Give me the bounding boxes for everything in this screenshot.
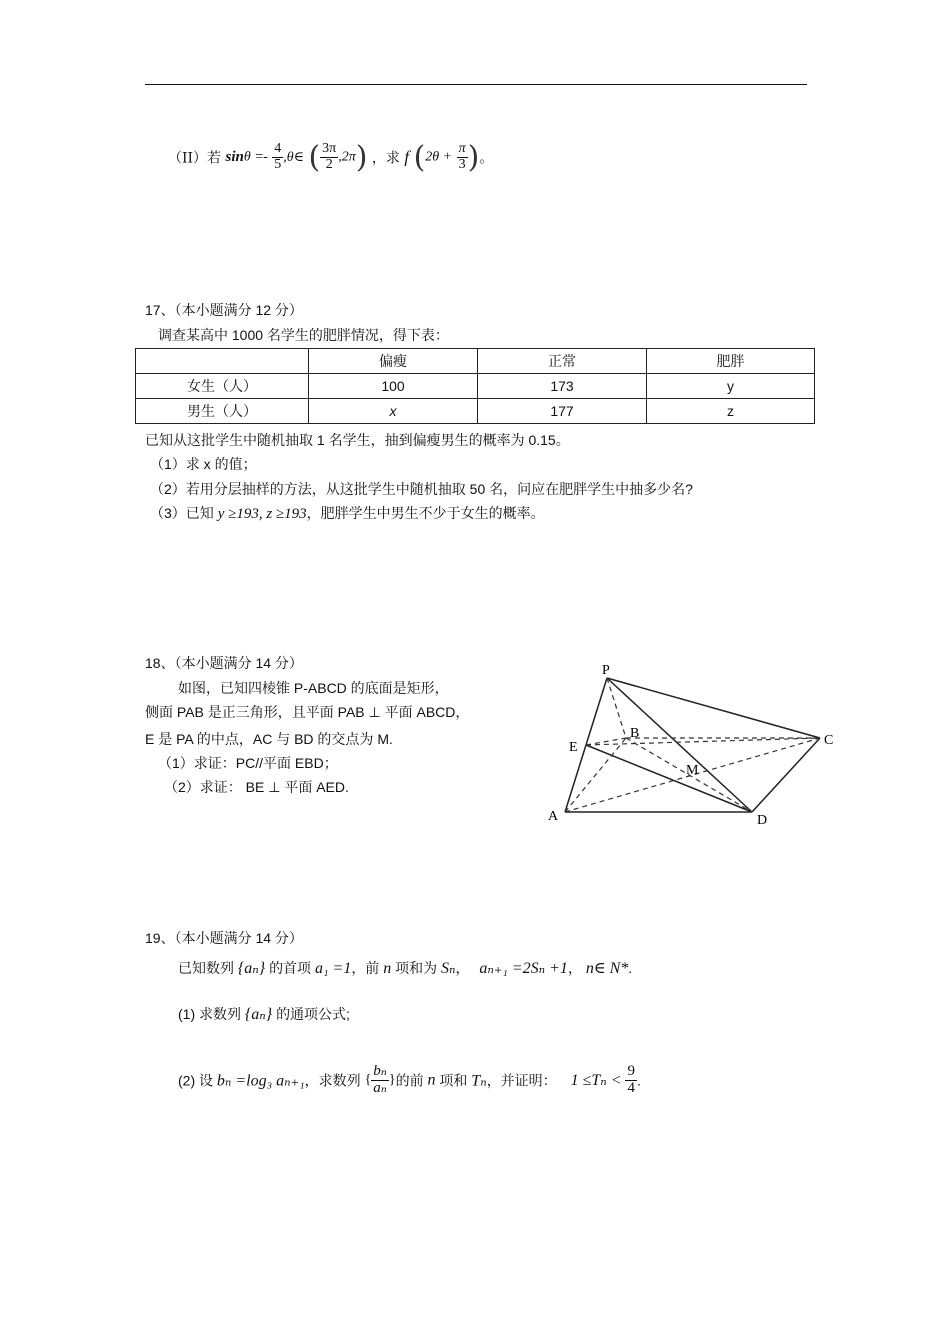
q19-line1 <box>178 958 632 978</box>
label-C: C <box>824 733 834 748</box>
n-symbol: n <box>383 960 392 977</box>
q18-line3: E 是 PA 的中点，AC 与 BD 的交点为 M. <box>145 731 393 747</box>
bn-definition: bₙ =log₃ aₙ₊₁ <box>216 1072 305 1090</box>
q18-line1: 如图，已知四棱锥 P-ABCD 的底面是矩形， <box>178 680 449 696</box>
fraction-3pi-2: $\frac{3\pi}{2}$ <box>322 141 337 172</box>
q18-line2: 侧面 PAB 是正三角形，且平面 PAB ⊥ 平面 ABCD， <box>145 704 470 720</box>
table-cell: 177 <box>478 399 647 424</box>
q17-part3-prefix: （3）已知 <box>150 505 214 521</box>
two-pi: ,2π <box>338 149 356 165</box>
sin-label: sin <box>225 149 244 165</box>
label-M: M <box>686 763 699 778</box>
q18-part2: （2）求证： BE ⊥ 平面 AED. <box>164 779 349 795</box>
label-P: P <box>602 663 610 678</box>
pyramid-figure <box>535 655 855 835</box>
q17-part3-math: y ≥193, z ≥193 <box>217 506 307 522</box>
segment-EC-hidden <box>586 738 820 745</box>
label-B: B <box>630 726 640 741</box>
table-header-cell <box>136 349 309 374</box>
q17-part1: （1）求 x 的值； <box>150 456 257 472</box>
obesity-table <box>135 348 815 424</box>
left-brace: { <box>364 1072 372 1088</box>
q19-text: ，求数列 <box>304 1072 361 1089</box>
table-cell: y <box>647 374 815 399</box>
q19-text: 已知数列 <box>178 960 234 976</box>
q16-end: 。 <box>479 150 494 167</box>
table-cell: 173 <box>478 374 647 399</box>
q19-header: 19、（本小题满分 14 分） <box>145 930 303 946</box>
s-n: Sₙ <box>440 960 456 977</box>
q19-text: (2) 设 <box>178 1072 213 1089</box>
q19-text: (1) 求数列 <box>178 1006 241 1022</box>
n-symbol-2: n <box>427 1071 436 1089</box>
q16-part2 <box>168 140 493 175</box>
edge-DC <box>752 738 820 812</box>
label-D: D <box>757 813 768 828</box>
two-theta-plus: 2θ + <box>425 149 453 165</box>
sequence-a-n: {aₙ} <box>237 960 266 977</box>
table-cell: z <box>647 399 815 424</box>
q18-part1: （1）求证：PC//平面 EBD； <box>158 755 338 771</box>
table-cell: 100 <box>309 374 478 399</box>
q19-text: . <box>628 960 633 976</box>
q17-given: 已知从这批学生中随机抽取 1 名学生，抽到偏瘦男生的概率为 0.15。 <box>145 432 570 448</box>
table-cell: 男生（人） <box>136 399 309 424</box>
q19-text: ，并证明： <box>486 1072 557 1089</box>
f-label: f <box>404 147 410 167</box>
q18-header: 18、（本小题满分 14 分） <box>145 655 303 671</box>
q19-text: . <box>636 1072 641 1089</box>
q17-header: 17、（本小题满分 12 分） <box>145 302 303 318</box>
q19-text: 的首项 <box>269 960 312 976</box>
q19-text: ， <box>455 960 470 976</box>
q19-text: ，前 <box>351 960 380 976</box>
theta-symbol: θ <box>243 149 251 165</box>
table-row <box>136 374 815 399</box>
table-header-cell: 肥胖 <box>647 349 815 374</box>
q19-text: 的前 <box>395 1072 424 1089</box>
q16-prefix: （II）若 <box>168 150 222 167</box>
left-paren-2: ( <box>413 140 426 175</box>
table-header-row <box>136 349 815 374</box>
segment-ED <box>586 745 752 812</box>
sequence-a-n-2: {aₙ} <box>244 1006 273 1023</box>
q19-part2 <box>178 1064 641 1097</box>
recurrence: aₙ₊₁ =2Sₙ +1 <box>479 960 568 977</box>
header-rule <box>145 84 807 85</box>
table-row <box>136 399 815 424</box>
q19-text: 的通项公式; <box>276 1006 350 1022</box>
label-A: A <box>548 809 559 824</box>
t-n: Tₙ <box>471 1072 487 1090</box>
table-cell: 女生（人） <box>136 374 309 399</box>
table-cell: x <box>309 399 478 424</box>
fraction-bn-an: $\frac{\text{bₙ}}{\text{aₙ}}$ <box>373 1063 387 1096</box>
q17-part2: （2）若用分层抽样的方法，从这批学生中随机抽取 50 名，问应在肥胖学生中抽多少名? <box>150 481 693 497</box>
fraction-pi-3: $\frac{\pi}{3}$ <box>458 141 466 172</box>
fraction-4-5: $\frac{4}{5}$ <box>274 141 282 172</box>
label-E: E <box>569 740 578 755</box>
theta-in: ,θ∈ <box>283 150 304 165</box>
q19-part1 <box>178 1004 350 1024</box>
q19-text: 项和 <box>439 1072 468 1089</box>
q17-intro: 调查某高中 1000 名学生的肥胖情况，得下表： <box>158 327 449 343</box>
table-header-cell: 偏瘦 <box>309 349 478 374</box>
n-in-N: n∈ N* <box>585 960 629 977</box>
q19-text: 项和为 <box>395 960 438 976</box>
a1-equals-1: a₁ =1 <box>314 960 352 977</box>
inequality-left: 1 ≤Tₙ < <box>570 1072 622 1090</box>
right-paren-2: ) <box>467 140 480 175</box>
left-paren: ( <box>308 140 321 175</box>
right-paren: ) <box>355 140 368 175</box>
fraction-9-4: $\frac{9}{4}$ <box>627 1063 635 1096</box>
right-brace: } <box>388 1072 396 1088</box>
table-header-cell: 正常 <box>478 349 647 374</box>
equals-minus: =- <box>255 149 268 165</box>
q19-text: ， <box>567 960 582 976</box>
q17-part3 <box>150 503 545 523</box>
q17-part3-suffix: ，肥胖学生中男生不少于女生的概率。 <box>306 505 545 521</box>
q16-mid: ，求 <box>371 150 400 167</box>
